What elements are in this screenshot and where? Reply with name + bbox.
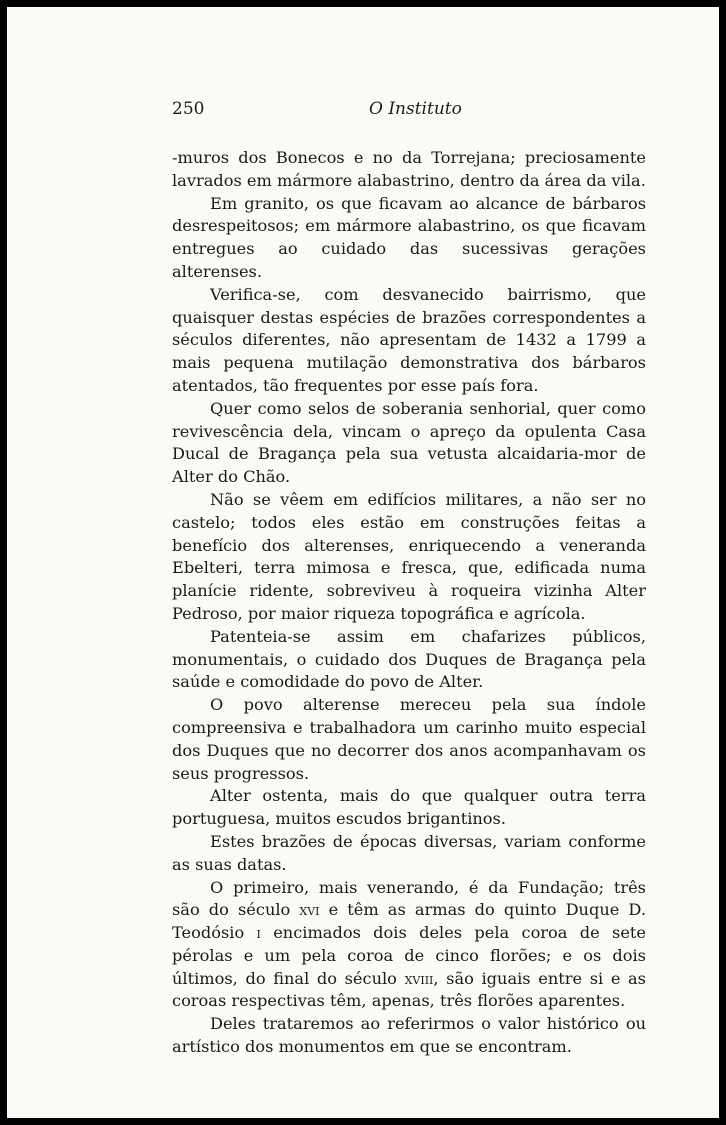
paragraph: Em granito, os que ficavam ao alcance de bárbaros desrespeitosos; em mármore alabastrino, os que ficavam entregues ao cuidado das sucessivas gerações alterenses.: [172, 193, 646, 281]
roman-numeral: i: [256, 923, 261, 943]
paragraph: Estes brazões de épocas diversas, variam conforme as suas datas.: [172, 831, 646, 874]
page-number: 250: [172, 99, 205, 119]
paragraph: Patenteia-se assim em chafarizes públicos, monumentais, o cuidado dos Duques de Bragança pela saúde e comodidade do povo de Alter.: [172, 626, 646, 692]
paragraph: Não se vêem em edifícios militares, a não ser no castelo; todos eles estão em construções feitas a benefício dos alterenses, enriquecendo a veneranda Ebelteri, terra mimosa e fresca, que, edificada numa planície ridente, sobreviveu à roqueira vizinha Alter Pedroso, por maior riqueza topográfica e agrícola.: [172, 489, 646, 623]
roman-numeral: xvi: [299, 900, 320, 920]
paragraph: Quer como selos de soberania senhorial, quer como revivescência dela, vincam o apreço da opulenta Casa Ducal de Bragança pela sua vetusta alcaidaria-mor de Alter do Chão.: [172, 398, 646, 487]
roman-numeral: xviii: [404, 968, 434, 988]
text-run: , são iguais entre si e as coroas respectivas têm, apenas, três florões aparentes.: [172, 968, 646, 1011]
page-header: [172, 99, 647, 123]
paragraph: Alter ostenta, mais do que qualquer outra terra portuguesa, muitos escudos brigantinos.: [172, 786, 646, 829]
body-text: [172, 147, 646, 1059]
paragraph: O povo alterense mereceu pela sua índole compreensiva e trabalhadora um carinho muito especial dos Duques que no decorrer dos anos acompanhavam os seus progressos.: [172, 695, 646, 783]
paragraph: Deles trataremos ao referirmos o valor histórico ou artístico dos monumentos em que se encontram.: [172, 1014, 646, 1057]
paragraph: -muros dos Bonecos e no da Torrejana; preciosamente lavrados em mármore alabastrino, dentro da área da vila.: [172, 148, 646, 190]
text-run: encimados dois deles pela coroa de sete pérolas e um pela coroa de cinco florões; e os dois últimos, do final do século: [172, 923, 646, 988]
paragraph: [172, 877, 646, 1014]
running-title: O Instituto: [369, 99, 462, 119]
text-run: O primeiro, mais venerando, é da Fundação; três são do século: [172, 877, 646, 920]
book-page: [7, 7, 719, 1118]
text-run: e têm as armas do quinto Duque D. Teodósio: [172, 900, 646, 943]
paragraph: Verifica-se, com desvanecido bairrismo, que quaisquer destas espécies de brazões correspondentes a séculos diferentes, não apresentam de 1432 a 1799 a mais pequena mutilação demonstrativa dos bárbaros atentados, tão frequentes por esse país fora.: [172, 284, 646, 395]
